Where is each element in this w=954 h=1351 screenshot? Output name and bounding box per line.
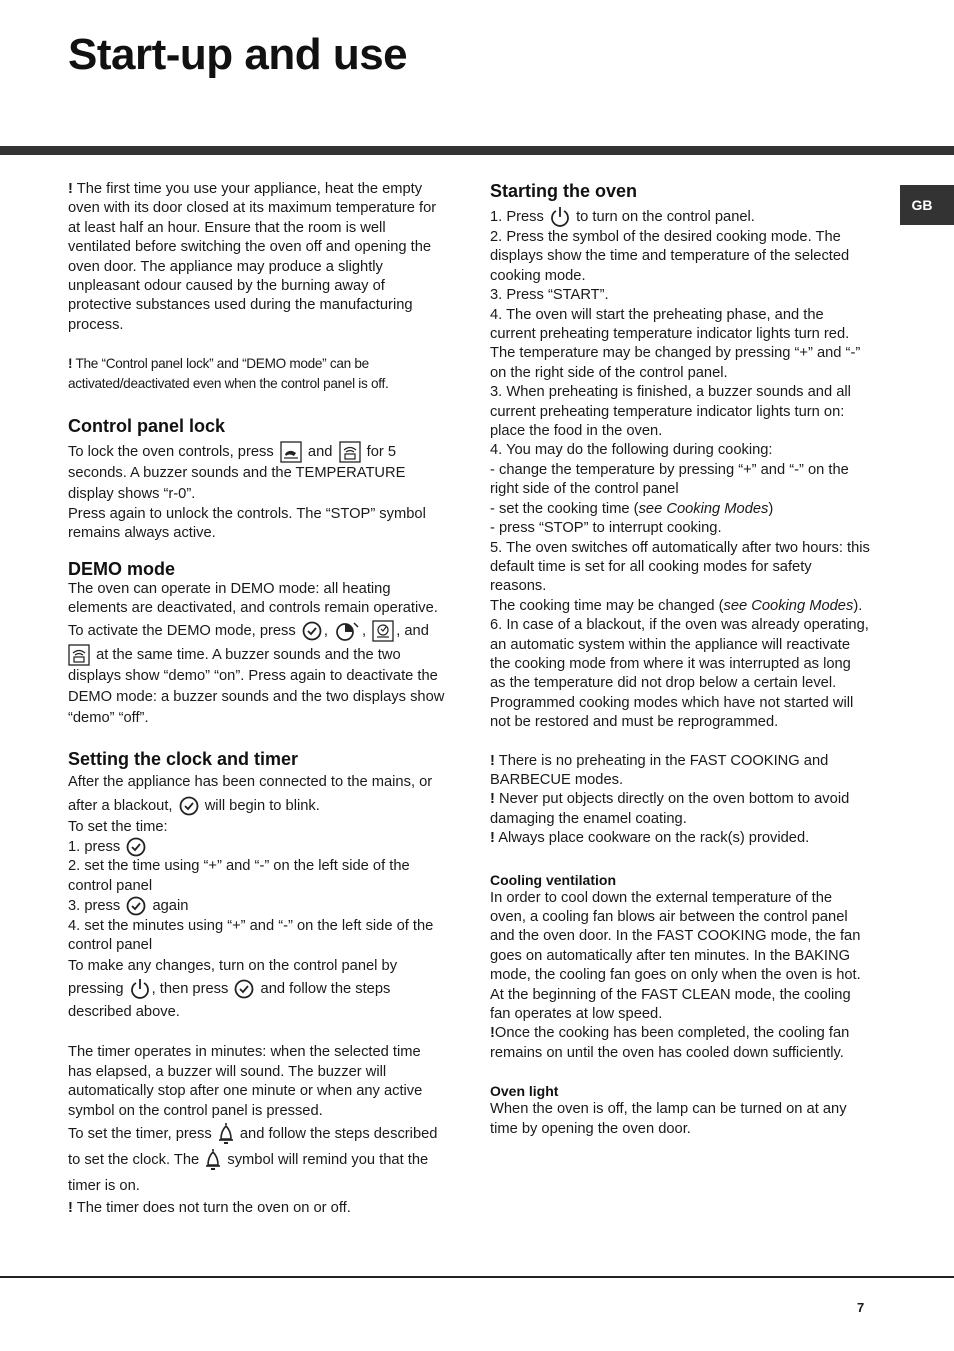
note-oven-bottom: ! Never put objects directly on the oven bottom to avoid damaging the enamel coating. [490, 791, 850, 827]
demo-paragraph-2: To activate the DEMO mode, press , , , and [68, 619, 448, 644]
warning-mark: ! [68, 1199, 73, 1216]
demo-paragraph-1: The oven can operate in DEMO mode: all heating elements are deactivated, and controls remain operative. [68, 580, 438, 617]
start-step-2: 2. Press the symbol of the desired cooking mode. The displays show the time and temperature of the selected cooking mode. [490, 229, 850, 284]
warning-mark: ! [490, 830, 495, 847]
clock-paragraph-2: To set the time: [68, 818, 168, 835]
clock-icon [234, 979, 254, 999]
demo-paragraph-3: at the same time. A buzzer sounds and the two displays show “demo” “on”. Press again to deactivate the DEMO mode: a buzzer sounds and the two displays show “demo” “off”. [68, 644, 448, 729]
start-step-3: 3. Press “START”. [490, 287, 609, 304]
start-step-5: 3. When preheating is finished, a buzzer sounds and all current preheating temperature indicator lights turn on: place the food in the oven. [490, 384, 851, 440]
warning-mark: ! [490, 1025, 495, 1042]
start-step-7: 5. The oven switches off automatically after two hours: this default time is set for all cooking modes for safety reasons. [490, 539, 870, 595]
fast-clean-icon [372, 620, 394, 642]
power-icon [550, 206, 570, 228]
cross-reference: see Cooking Modes [723, 597, 854, 614]
ventilation-paragraph-1: In order to cool down the external temperature of the oven, a cooling fan blows air between the control panel and the oven door. In the FAST COOKING mode, the fan goes on automatically after ten minutes. In the BAKING mode, the cooling fan goes on only when the oven is hot. At the beginning of the FAST CLEAN mode, the cooling fan operates at low speed. [490, 889, 861, 1023]
clock-step-3: 3. press again [68, 896, 448, 916]
grill-mode-icon [280, 441, 302, 463]
note-cookware: ! Always place cookware on the rack(s) provided. [490, 830, 810, 847]
right-column [490, 180, 870, 1139]
clock-step-2: 2. set the time using “+” and “-” on the left side of the control panel [68, 858, 410, 894]
start-step-4: 4. The oven will start the preheating phase, and the current preheating temperature indicator lights turn red. The temperature may be changed by pressing “+” and “-” on the right side of the control panel. [490, 306, 861, 381]
footer-rule [0, 1276, 954, 1278]
section-heading-control-panel-lock: Control panel lock [68, 416, 226, 437]
fan-oven-mode-icon [339, 441, 361, 463]
section-heading-demo-mode: DEMO mode [68, 558, 176, 579]
note-preheating: ! There is no preheating in the FAST COOKING and BARBECUE modes. [490, 752, 829, 788]
section-heading-starting-oven: Starting the oven [490, 181, 638, 201]
start-step-1: 1. Press to turn on the control panel. [490, 206, 870, 228]
timer-bell-icon [205, 1148, 221, 1172]
section-heading-clock-timer: Setting the clock and timer [68, 748, 299, 769]
timer-note: ! The timer does not turn the oven on or off. [68, 1199, 351, 1216]
timer-clock-icon [334, 620, 360, 642]
ventilation-paragraph-2: !Once the cooking has been completed, the cooling fan remains on until the oven has cooled down sufficiently. [490, 1025, 850, 1061]
panel-note: ! The “Control panel lock” and “DEMO mode” can be activated/deactivated even when the control panel is off. [68, 356, 389, 391]
lock-paragraph: To lock the oven controls, press and for 5 seconds. A buzzer sounds and the TEMPERATURE display shows “r-0”. [68, 441, 448, 505]
clock-step-4: 4. set the minutes using “+” and “-” on the left side of the control panel [68, 917, 434, 953]
cross-reference: see Cooking Modes [638, 500, 769, 517]
section-heading-oven-light: Oven light [490, 1083, 559, 1100]
clock-icon [126, 837, 146, 857]
clock-step-1: 1. press [68, 837, 448, 857]
timer-paragraph-1: The timer operates in minutes: when the selected time has elapsed, a buzzer will sound. The buzzer will automatically stop after one minute or when any active symbol on the control panel is pressed. [68, 1044, 423, 1119]
oven-light-paragraph: When the oven is off, the lamp can be turned on at any time by opening the oven door. [490, 1101, 847, 1137]
unlock-paragraph: Press again to unlock the controls. The “STOP” symbol remains always active. [68, 506, 426, 542]
start-step-6: 4. You may do the following during cooking: [490, 442, 773, 459]
section-heading-cooling-ventilation: Cooling ventilation [490, 871, 616, 888]
timer-bell-icon [218, 1122, 234, 1146]
page-title: Start-up and use [68, 30, 408, 79]
timer-paragraph-2: To set the timer, press and follow the steps described to set the clock. The symbol will remind you that the timer is on. [68, 1121, 448, 1199]
warning-mark: ! [68, 356, 73, 372]
warning-mark: ! [490, 752, 495, 769]
clock-paragraph-3: To make any changes, turn on the control panel by pressing , then press and follow the steps described above. [68, 958, 398, 1021]
start-step-6b: - set the cooking time (see Cooking Modes) [490, 500, 774, 517]
clock-paragraph-1: After the appliance has been connected to the mains, or after a blackout, will begin to blink. [68, 770, 448, 818]
start-step-9: 6. In case of a blackout, if the oven was already operating, an automatic system within the appliance will reactivate the cooking mode from where it was interrupted as long as the temperature did not drop below a certain level. Programmed cooking modes which have not started will not be restored and must be reprogrammed. [490, 617, 869, 731]
baking-mode-icon [68, 644, 90, 666]
clock-icon [302, 621, 322, 641]
clock-icon [179, 796, 199, 816]
intro-paragraph: ! The first time you use your appliance, heat the empty oven with its door closed at its maximum temperature for at least half an hour. Ensure that the room is well ventilated before switching the oven off and opening the oven door. The appliance may produce a slightly unpleasant odour caused by the burning away of protective substances used during the manufacturing process. [68, 181, 437, 333]
clock-icon [126, 896, 146, 916]
start-step-8: The cooking time may be changed (see Cooking Modes). [490, 597, 863, 614]
header-rule [0, 146, 954, 155]
warning-mark: ! [68, 181, 73, 197]
left-column [68, 180, 448, 1218]
start-step-6c: - press “STOP” to interrupt cooking. [490, 520, 722, 537]
power-icon [130, 978, 150, 1000]
page-number: 7 [857, 1300, 865, 1315]
language-tab: GB [900, 185, 954, 225]
start-step-6a: - change the temperature by pressing “+” and “-” on the right side of the control panel [490, 461, 849, 498]
warning-mark: ! [490, 791, 495, 808]
